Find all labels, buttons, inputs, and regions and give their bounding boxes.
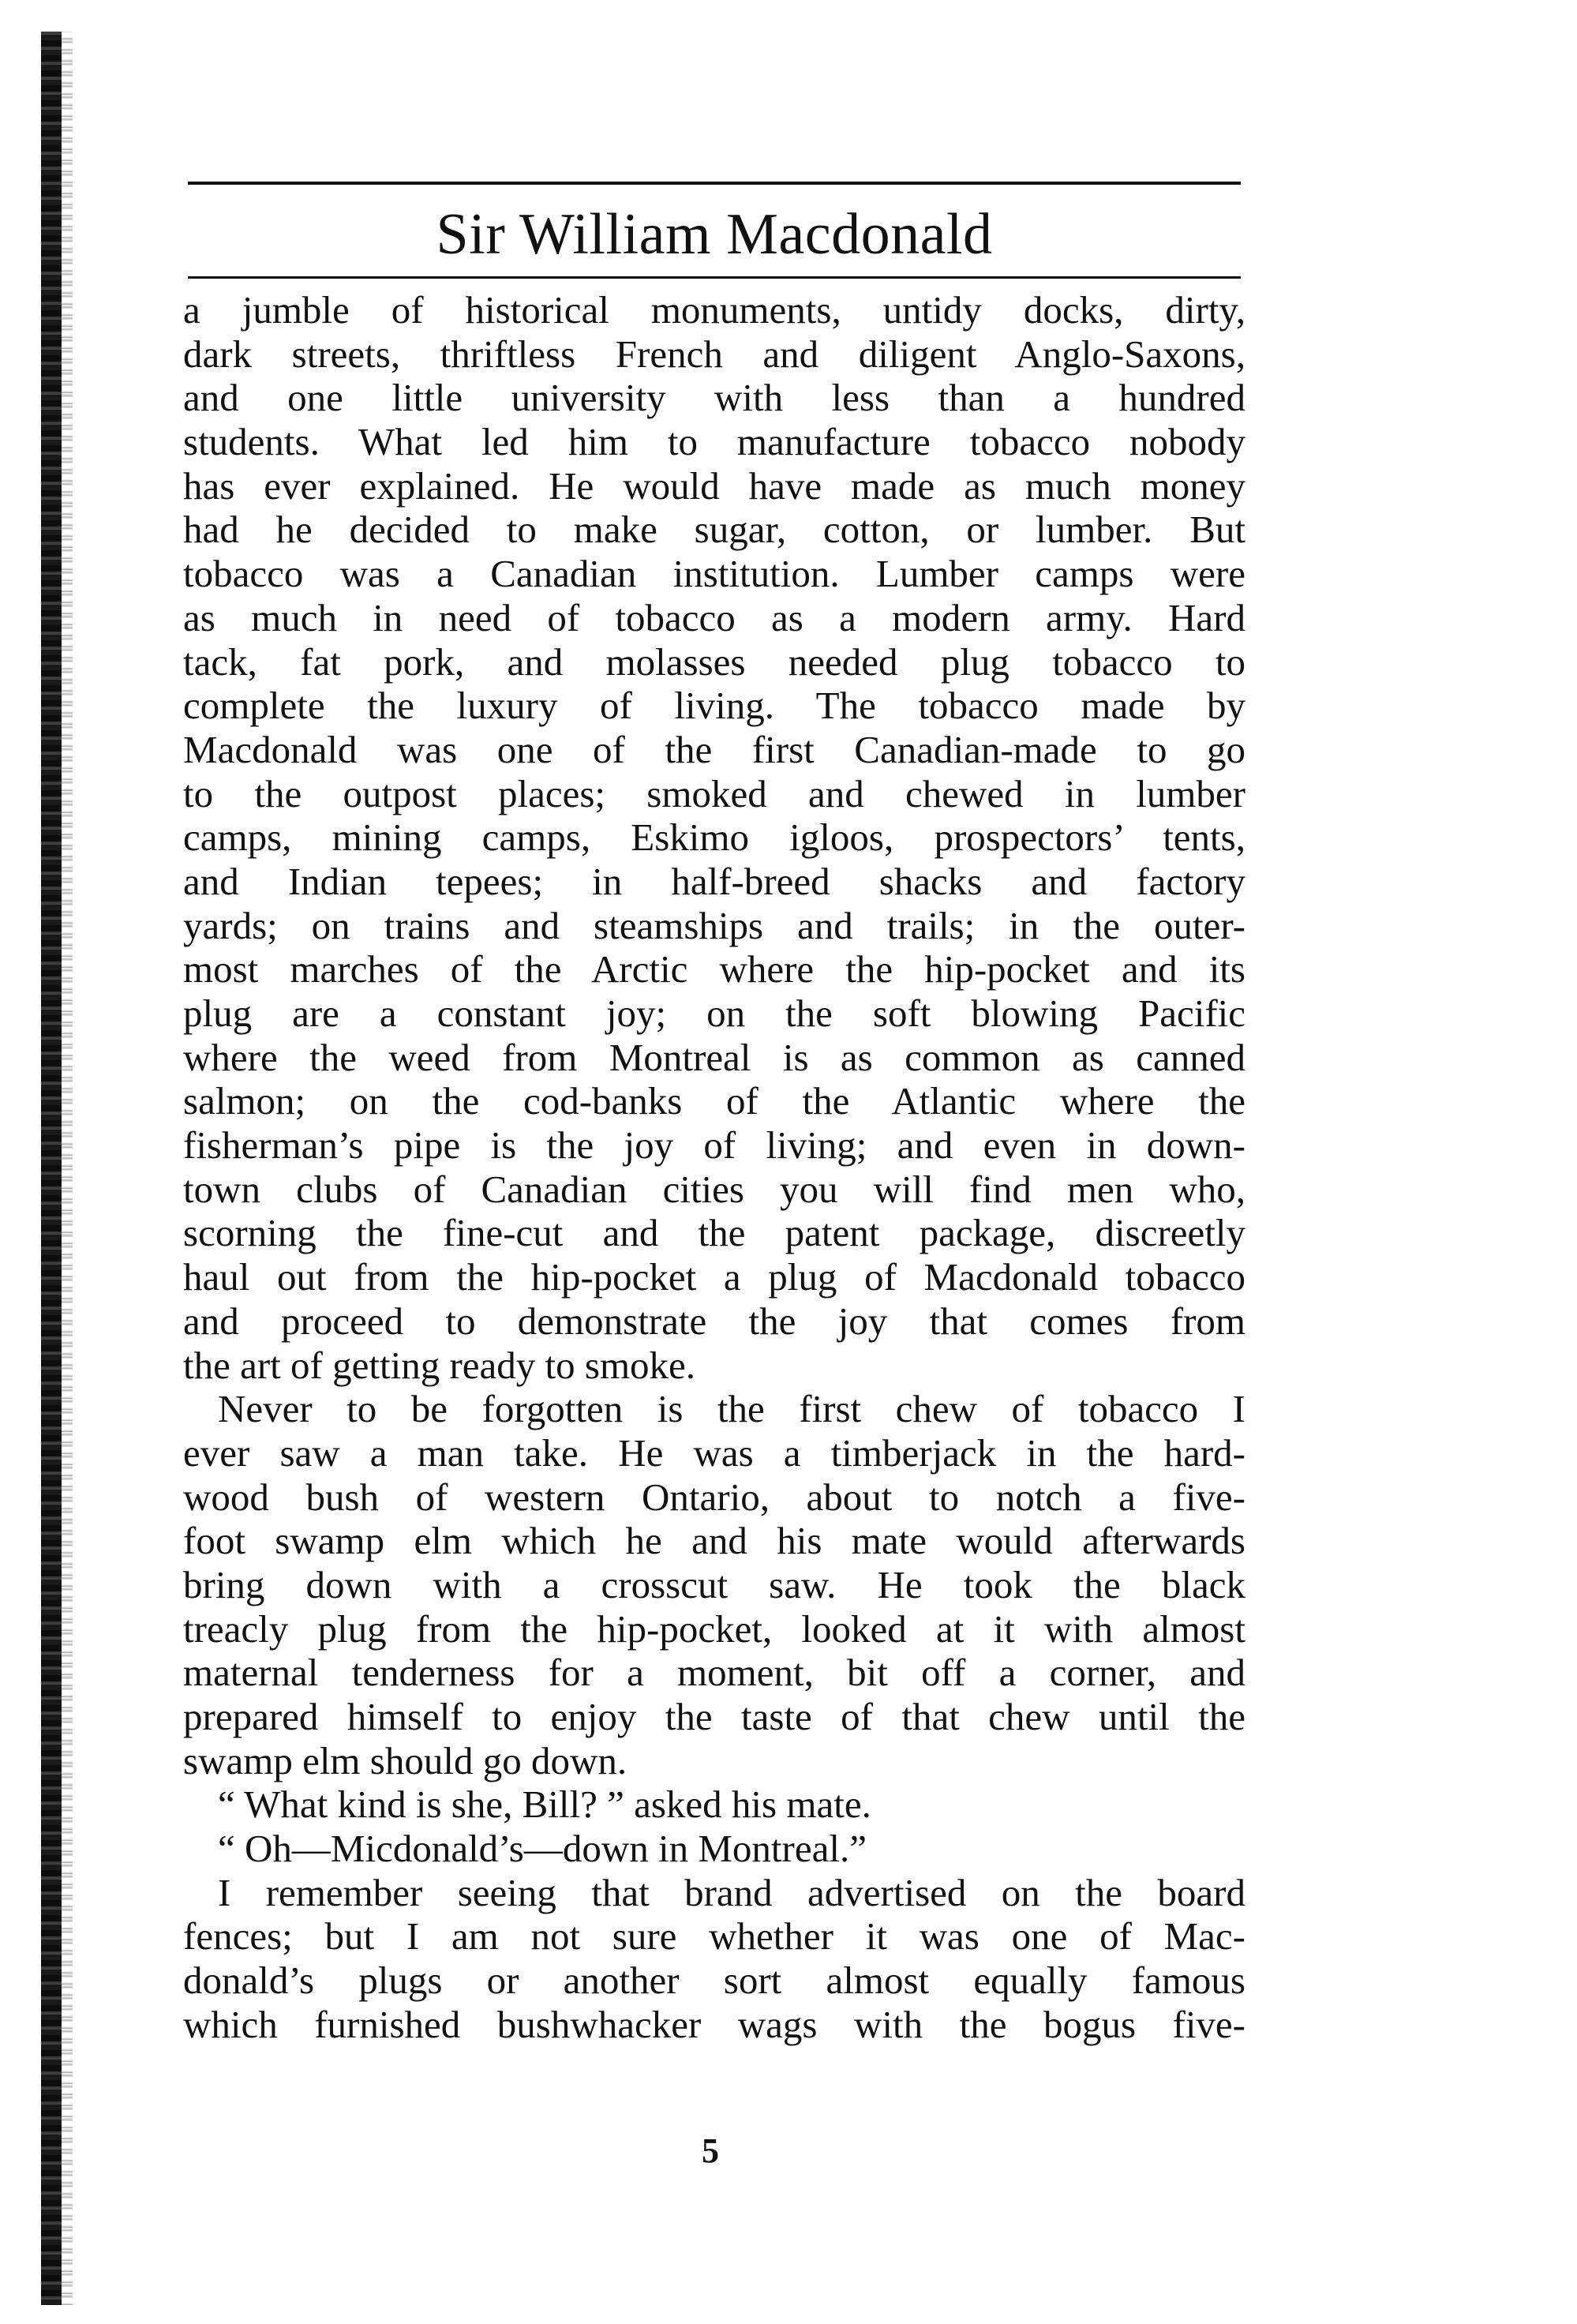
text-line: I remember seeing that brand advertised on the board: [218, 1870, 1245, 1914]
text-line: tack, fat pork, and molasses needed plug tobacco to: [183, 639, 1245, 684]
text-line: fences; but I am not sure whether it was one of Mac-: [183, 1914, 1245, 1959]
text-line: Macdonald was one of the first Canadian-made to go: [183, 727, 1245, 771]
text-line: had he decided to make sugar, cotton, or lumber. But: [183, 508, 1245, 552]
text-line: fisherman’s pipe is the joy of living; and even in down-: [183, 1123, 1245, 1168]
text-line: donald’s plugs or another sort almost equally famous: [183, 1959, 1245, 2003]
page-number: 5: [702, 2131, 719, 2170]
text-line: which furnished bushwhacker wags with the bogus five-: [183, 2002, 1245, 2046]
binding-shadow: [41, 32, 62, 2305]
text-line: most marches of the Arctic where the hip-pocket and its: [183, 947, 1245, 991]
text-line: swamp elm should go down.: [183, 1738, 627, 1782]
text-line: town clubs of Canadian cities you will find men who,: [183, 1167, 1245, 1211]
text-line: plug are a constant joy; on the soft blowing Pacific: [183, 991, 1245, 1035]
text-line: and proceed to demonstrate the joy that comes from: [183, 1299, 1245, 1343]
text-line: and Indian tepees; in half-breed shacks and factory: [183, 859, 1245, 903]
header-rule-bottom: [188, 276, 1241, 279]
running-head: Sir William Macdonald: [436, 202, 993, 267]
text-line: Never to be forgotten is the first chew of tobacco I: [218, 1387, 1245, 1431]
text-line: prepared himself to enjoy the taste of that chew until the: [183, 1695, 1245, 1738]
text-line: scorning the fine-cut and the patent package, discreetly: [183, 1211, 1245, 1255]
text-line: to the outpost places; smoked and chewed in lumber: [183, 771, 1245, 815]
text-line: ever saw a man take. He was a timberjack in the hard-: [183, 1430, 1245, 1475]
text-line: haul out from the hip-pocket a plug of Macdonald tobacco: [183, 1255, 1245, 1299]
text-line: wood bush of western Ontario, about to notch a five-: [183, 1475, 1245, 1519]
text-line: salmon; on the cod-banks of the Atlantic where the: [183, 1079, 1245, 1123]
binding-shadow-fringe: [62, 32, 73, 2305]
text-line: tobacco was a Canadian institution. Lumber camps were: [183, 552, 1245, 596]
text-line: maternal tenderness for a moment, bit off a corner, and: [183, 1651, 1245, 1695]
body-text: [183, 288, 1245, 2047]
text-line: students. What led him to manufacture tobacco nobody: [183, 420, 1245, 464]
text-line: camps, mining camps, Eskimo igloos, prospectors’ tents,: [183, 815, 1245, 860]
header-rule-top: [188, 182, 1241, 185]
text-line: foot swamp elm which he and his mate would afterwards: [183, 1519, 1245, 1563]
text-line: “ What kind is she, Bill? ” asked his mate.: [218, 1782, 871, 1827]
text-line: the art of getting ready to smoke.: [183, 1343, 696, 1387]
text-line: dark streets, thriftless French and diligent Anglo-Saxons,: [183, 332, 1245, 376]
text-line: bring down with a crosscut saw. He took the black: [183, 1562, 1245, 1606]
text-line: “ Oh—Micdonald’s—down in Montreal.”: [218, 1827, 867, 1871]
text-line: a jumble of historical monuments, untidy docks, dirty,: [183, 288, 1245, 332]
text-line: treacly plug from the hip-pocket, looked at it with almost: [183, 1606, 1245, 1651]
text-line: and one little university with less than a hundred: [183, 376, 1245, 420]
text-line: complete the luxury of living. The tobacco made by: [183, 684, 1245, 728]
text-line: where the weed from Montreal is as common as canned: [183, 1035, 1245, 1079]
text-line: as much in need of tobacco as a modern army. Hard: [183, 595, 1245, 639]
text-line: yards; on trains and steamships and trails; in the outer-: [183, 903, 1245, 947]
text-line: has ever explained. He would have made as much money: [183, 463, 1245, 508]
